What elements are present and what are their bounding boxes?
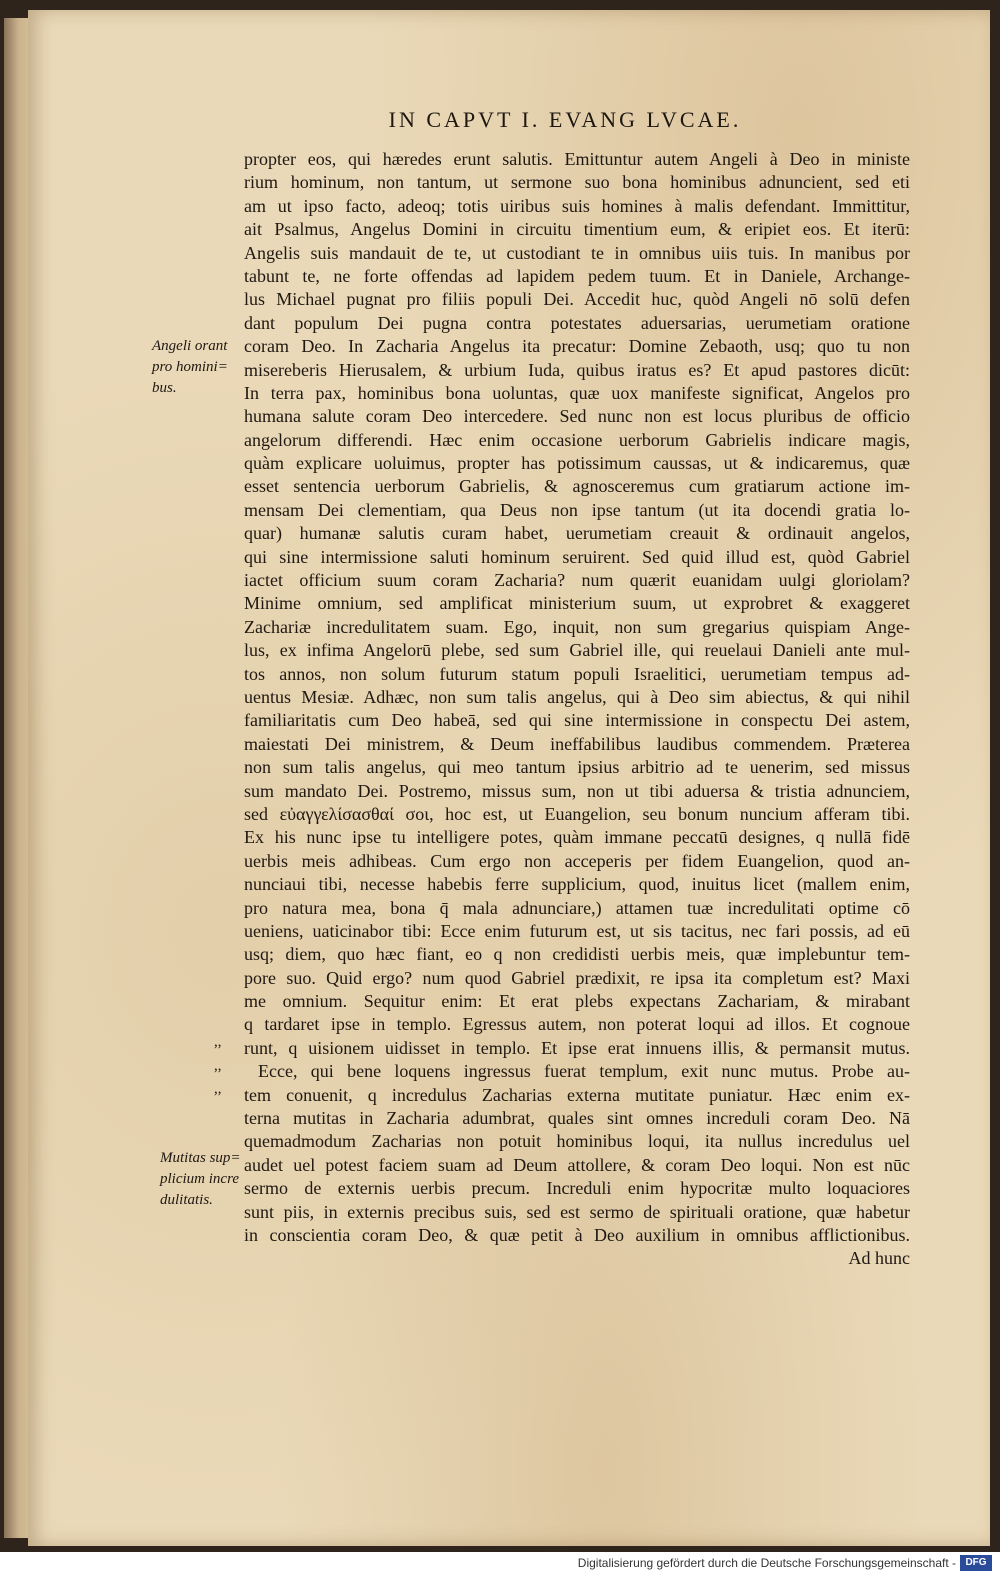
text-line: quar) humanæ salutis curam habet, uerumetiam creauit & ordinauit angelos, — [244, 523, 910, 544]
footer-bar — [0, 1552, 1000, 1576]
text-line: uerbis meis adhibeas. Cum ergo non acceperis per fidem Euangelion, quod an- — [244, 850, 910, 871]
text-line: am ut ipso facto, adeoq; totis uiribus suis homines à malis defendant. Immittitur, — [244, 195, 910, 216]
text-line: misereberis Hierusalem, & urbium Iuda, quibus iratus es? Et apud pastores dicūt: — [244, 359, 910, 380]
text-line: audet uel potest faciem suam ad Deum attollere, & coram Deo loqui. Non est nūc — [244, 1154, 910, 1175]
marginal-note-line: dulitatis. — [160, 1192, 213, 1208]
running-head: IN CAPVT I. EVANG LVCAE. — [388, 107, 742, 132]
text-line: esset sentencia uerborum Gabrielis, & agnosceremus cum gratiarum actione im- — [244, 476, 910, 497]
text-line: rium hominum, non tantum, ut sermone suo bona hominibus adnuncient, sed eti — [244, 172, 910, 193]
marginal-note-line: plicium incre — [160, 1171, 240, 1187]
text-line: usq; diem, quo hæc fiant, eo q non credidisti uerbis meis, quæ implebuntur tem- — [244, 944, 910, 965]
marginal-note-line: bus. — [152, 380, 177, 396]
text-line: Angelis suis mandauit de te, ut custodiant te in omnibus uiis tuis. In manibus por — [244, 242, 910, 263]
text-line: sunt piis, in externis precibus suis, sed est sermo de spirituali oratione, quæ habetur — [244, 1201, 910, 1222]
text-line: Ecce, qui bene loquens ingressus fuerat templum, exit nunc mutus. Probe au- — [258, 1061, 910, 1082]
text-line: angelorum differendi. Hæc enim occasione uerborum Gabrielis indicare magis, — [244, 429, 910, 450]
quote-mark: ,, — [214, 1081, 222, 1097]
text-line: mensam Dei clementiam, qua Deus non ipse tantum (ut ita docendi gratia lo- — [244, 499, 910, 520]
quote-mark: ,, — [214, 1058, 222, 1074]
text-line: quàm explicare uoluimus, propter has potissimum caussas, ut & indicaremus, quæ — [244, 453, 910, 474]
text-line: tos annos, non solum futurum statum populi Israelitici, uerumetiam tempus ad- — [244, 663, 910, 684]
quote-mark: ,, — [214, 1034, 222, 1050]
funding-credit: Digitalisierung gefördert durch die Deutsche Forschungsgemeinschaft - — [577, 1556, 956, 1570]
text-line: Zachariæ incredulitatem suam. Ego, inquit, non sum gregarius quispiam Ange- — [244, 616, 910, 637]
text-line: dant populum Dei pugna contra potestates aduersarias, uerumetiam oratione — [244, 312, 910, 333]
marginal-note-line: Angeli orant — [152, 338, 228, 354]
text-line: runt, q uisionem uidisset in templo. Et ipse erat innuens illis, & permansit mutus. — [244, 1037, 910, 1058]
text-line: ueniens, uaticinabor tibi: Ecce enim futurum est, ut sis tacitus, nec fari possis, ad eū — [244, 920, 910, 941]
dfg-logo: DFG — [960, 1555, 992, 1571]
text-line: iactet officium suum coram Zacharia? num quærit euanidam uulgi gloriolam? — [244, 570, 910, 591]
text-line: Ex his nunc ipse tu intelligere potes, quàm immane peccatū designes, q nullā fidē — [244, 827, 910, 848]
text-line: in conscientia coram Deo, & quæ petit à Deo auxilium in omnibus afflictionibus. — [244, 1224, 910, 1245]
text-line: pore suo. Quid ergo? num quod Gabriel prædixit, re ipsa ita completum est? Maxi — [244, 967, 910, 988]
text-line: lus Michael pugnat pro filiis populi Dei. Accedit huc, quòd Angeli nō solū defen — [244, 289, 910, 310]
text-line: lus, ex infima Angelorū plebe, sed sum Gabriel ille, qui reuelaui Danieli ante mul- — [244, 640, 910, 661]
marginal-note-line: pro homini= — [152, 359, 228, 375]
text-line: ait Psalmus, Angelus Domini in circuitu timentium eum, & eripiet eos. Et iterū: — [244, 219, 910, 240]
text-line: terna mutitas in Zacharia adumbrat, quales sint omnes increduli coram Deo. Nā — [244, 1108, 910, 1129]
text-line: nunciaui tibi, necesse habebis ferre supplicium, quod, inuitus licet (mallem enim, — [244, 874, 910, 895]
text-line: tem conuenit, q incredulus Zacharias externa mutitate puniatur. Hæc enim ex- — [244, 1084, 910, 1105]
marginal-note-line: Mutitas sup= — [160, 1150, 241, 1166]
marginal-note — [152, 336, 228, 399]
text-line: non sum talis angelus, qui meo tantum ipsius arbitrio ad te uenerim, sed missus — [244, 757, 910, 778]
text-line: sermo de externis uerbis precum. Increduli enim hypocritæ multo loquaciores — [244, 1178, 910, 1199]
text-line: me omnium. Sequitur enim: Et erat plebs expectans Zachariam, & mirabant — [244, 991, 910, 1012]
text-line: quemadmodum Zacharias non potuit hominibus loqui, ita nullus incredulus uel — [244, 1131, 910, 1152]
text-line: uentus Mesiæ. Adhæc, non sum talis angelus, qui à Deo sim abiectus, & qui nihil — [244, 686, 910, 707]
text-line: tabunt te, ne forte offendas ad lapidem pedem tuum. Et in Daniele, Archange- — [244, 265, 910, 286]
text-line: sum mandato Dei. Postremo, missus sum, non ut tibi aduersa & tristia adnunciem, — [244, 780, 910, 801]
text-line: familiaritatis cum Deo habeā, sed qui sine intermissione in conspectu Dei astem, — [244, 710, 910, 731]
text-line: sed εὐαγγελίσασθαί σοι, hoc est, ut Euangelion, seu bonum nuncium afferam tibi. — [244, 803, 910, 824]
text-line: pro natura mea, bona q̄ mala adnunciare,) attamen tuæ incredulitati optime cō — [244, 897, 910, 918]
text-line: coram Deo. In Zacharia Angelus ita precatur: Domine Zebaoth, usq; quo tu non — [244, 336, 910, 357]
text-line: humana salute coram Deo intercedere. Sed nunc non est locus pluribus de officio — [244, 406, 910, 427]
text-line: q tardaret ipse in templo. Egressus autem, non poterat loqui ad illos. Et cognoue — [244, 1014, 910, 1035]
marginal-note — [160, 1148, 241, 1211]
text-line: maiestati Dei ministrem, & Deum ineffabilibus laudibus commendem. Præterea — [244, 733, 910, 754]
catchword: Ad hunc — [848, 1248, 910, 1269]
text-line: Minime omnium, sed amplificat ministerium suum, ut exprobret & exaggeret — [244, 593, 910, 614]
main-text-block — [244, 148, 910, 1271]
text-line: propter eos, qui hæredes erunt salutis. Emittuntur autem Angeli à Deo in ministe — [244, 149, 910, 169]
text-line: In terra pax, hominibus bona uoluntas, quæ uox manifeste significat, Angelos pro — [244, 382, 910, 403]
text-line: qui sine intermissione saluti hominum seruirent. Sed quid illud est, quòd Gabriel — [244, 546, 910, 567]
